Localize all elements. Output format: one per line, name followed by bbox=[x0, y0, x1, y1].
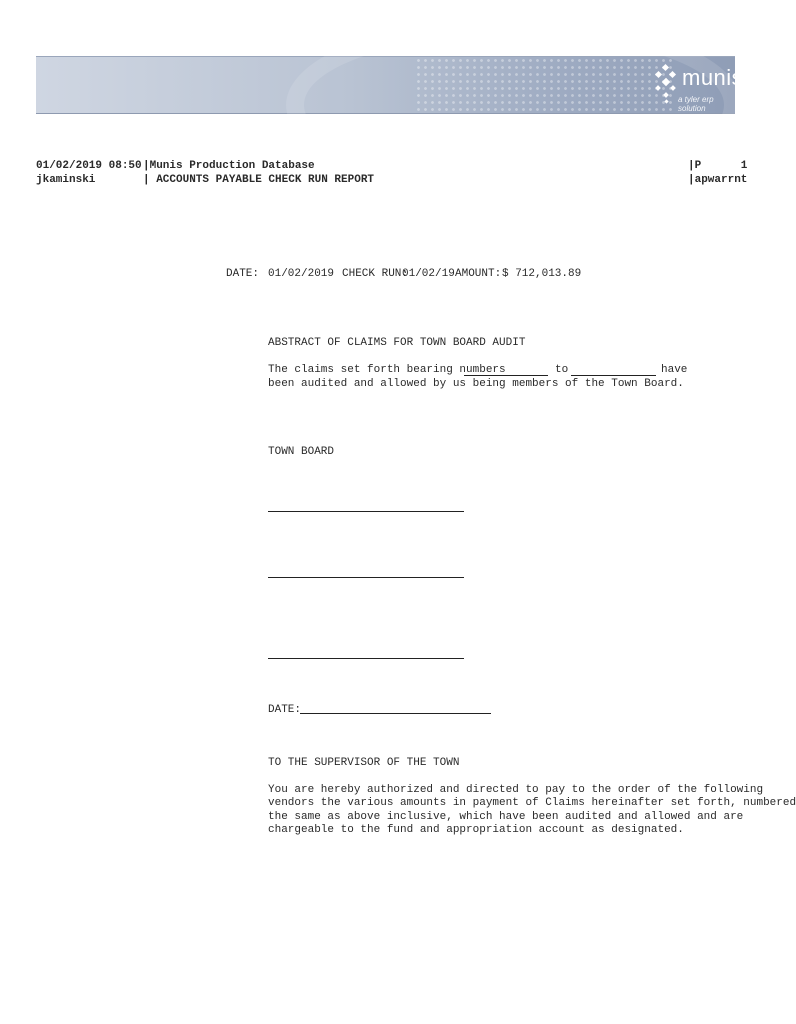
summary-date-value: 01/02/2019 bbox=[268, 268, 335, 280]
munis-banner bbox=[36, 56, 744, 114]
amount-value: $ 712,013.89 bbox=[502, 268, 582, 280]
signature-line-2 bbox=[268, 577, 464, 578]
board-date-label: DATE: bbox=[268, 704, 302, 716]
report-datetime: 01/02/2019 08:50 bbox=[36, 160, 142, 172]
program-name: |apwarrnt bbox=[688, 174, 748, 186]
claims-text-prefix: The claims set forth bearing numbers bbox=[268, 364, 506, 376]
abstract-heading: ABSTRACT OF CLAIMS FOR TOWN BOARD AUDIT bbox=[268, 337, 526, 349]
board-date-line bbox=[300, 713, 491, 714]
supervisor-text-line-3: the same as above inclusive, which have been audited and allowed and are bbox=[268, 811, 744, 823]
claims-text-suffix: have bbox=[661, 364, 688, 376]
amount-label: AMOUNT: bbox=[455, 268, 502, 280]
banner-dot-pattern bbox=[415, 57, 675, 113]
claims-text-line2: been audited and allowed by us being members of the Town Board. bbox=[268, 378, 684, 390]
page-number: |P 1 bbox=[688, 160, 748, 172]
database-name: |Munis Production Database bbox=[143, 160, 315, 172]
supervisor-text-line-2: vendors the various amounts in payment of Claims hereinafter set forth, numbered bbox=[268, 797, 796, 809]
claims-end-number-line bbox=[571, 375, 656, 376]
signature-line-3 bbox=[268, 658, 464, 659]
munis-logo-text: munis bbox=[682, 65, 744, 90]
supervisor-text-line-1: You are hereby authorized and directed to pay to the order of the following bbox=[268, 784, 764, 796]
supervisor-text-line-4: chargeable to the fund and appropriation account as designated. bbox=[268, 824, 684, 836]
claims-start-number-line bbox=[464, 375, 548, 376]
claims-text-to: to bbox=[555, 364, 569, 376]
supervisor-heading: TO THE SUPERVISOR OF THE TOWN bbox=[268, 757, 460, 769]
signature-line-1 bbox=[268, 511, 464, 512]
town-board-heading: TOWN BOARD bbox=[268, 446, 335, 458]
report-title: | ACCOUNTS PAYABLE CHECK RUN REPORT bbox=[143, 174, 375, 186]
report-user: jkaminski bbox=[36, 174, 96, 186]
check-run-label: CHECK RUN: bbox=[342, 268, 409, 280]
check-run-value: 01/02/19 bbox=[402, 268, 455, 280]
munis-tagline: a tyler erp solution bbox=[678, 95, 714, 113]
summary-date-label: DATE: bbox=[226, 268, 260, 280]
